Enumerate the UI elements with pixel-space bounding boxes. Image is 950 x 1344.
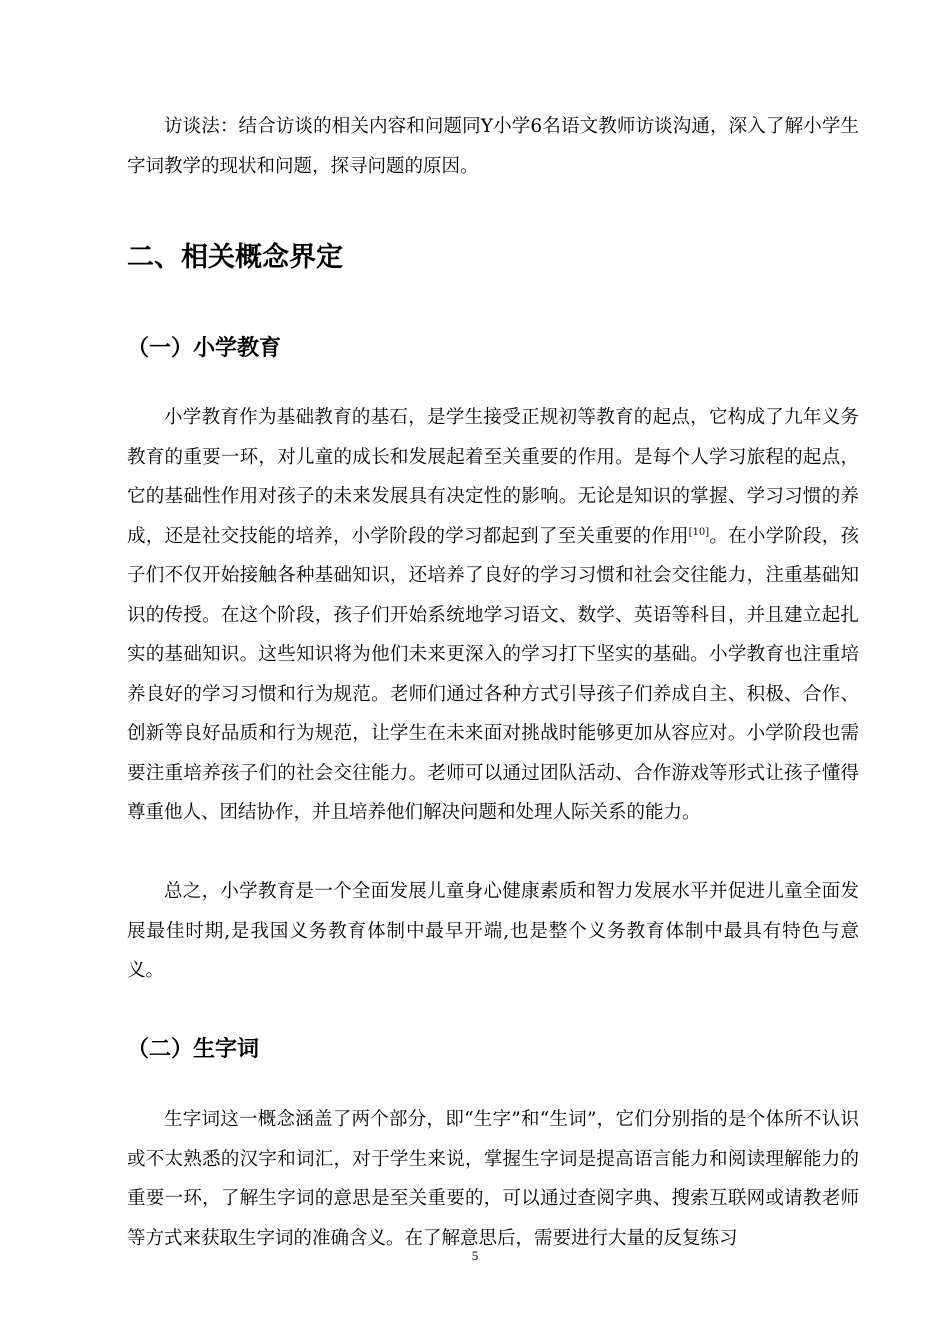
page-number: 5 (471, 1248, 479, 1263)
intro-paragraph: 访谈法：结合访谈的相关内容和问题同Y小学6名语文教师访谈沟通，深入了解小学生字词教学的现状和问题，探寻问题的原因。 (127, 116, 859, 177)
paragraph-primary-education-summary: 总之，小学教育是一个全面发展儿童身心健康素质和智力发展水平并促进儿童全面发展最佳时期,是我国义务教育体制中最早开端,也是整个义务教育体制中最具有特色与意义。 (127, 881, 859, 981)
paragraph-primary-education (127, 398, 859, 833)
paragraph-new-words: 生字词这一概念涵盖了两个部分，即“生字”和“生词”，它们分别指的是个体所不认识或不太熟悉的汉字和词汇，对于学生来说，掌握生字词是提高语言能力和阅读理解能力的重要一环，了解生字词的意思是至关重要的，可以通过查阅字典、搜索互联网或请教老师等方式来获取生字词的准确含义。在了解意思后，需要进行大量的反复练习 (127, 1109, 859, 1249)
paragraph-text-before-citation: 小学教育作为基础教育的基石，是学生接受正规初等教育的起点，它构成了九年义务教育的重要一环，对儿童的成长和发展起着至关重要的作用。是每个人学习旅程的起点，它的基础性作用对孩子的未来发展具有决定性的影响。无论是知识的掌握、学习习惯的养成，还是社交技能的培养，小学阶段的学习都起到了至关重要的作用 (127, 407, 859, 547)
citation-reference[interactable]: [10] (688, 526, 710, 538)
subsection-heading-primary-education: （一）小学教育 (127, 336, 282, 361)
paragraph-text-after-citation: 。在小学阶段，孩子们不仅开始接触各种基础知识，还培养了良好的学习习惯和社会交往能力，注重基础知识的传授。在这个阶段，孩子们开始系统地学习语文、数学、英语等科目，并且建立起扎实的基础知识。这些知识将为他们未来更深入的学习打下坚实的基础。小学教育也注重培养良好的学习习惯和行为规范。老师们通过各种方式引导孩子们养成自主、积极、合作、创新等良好品质和行为规范，让学生在未来面对挑战时能够更加从容应对。小学阶段也需要注重培养孩子们的社会交往能力。老师可以通过团队活动、合作游戏等形式让孩子懂得尊重他人、团结协作，并且培养他们解决问题和处理人际关系的能力。 (127, 525, 859, 823)
section-heading: 二、相关概念界定 (127, 242, 343, 273)
subsection-heading-new-words: （二）生字词 (127, 1037, 260, 1062)
